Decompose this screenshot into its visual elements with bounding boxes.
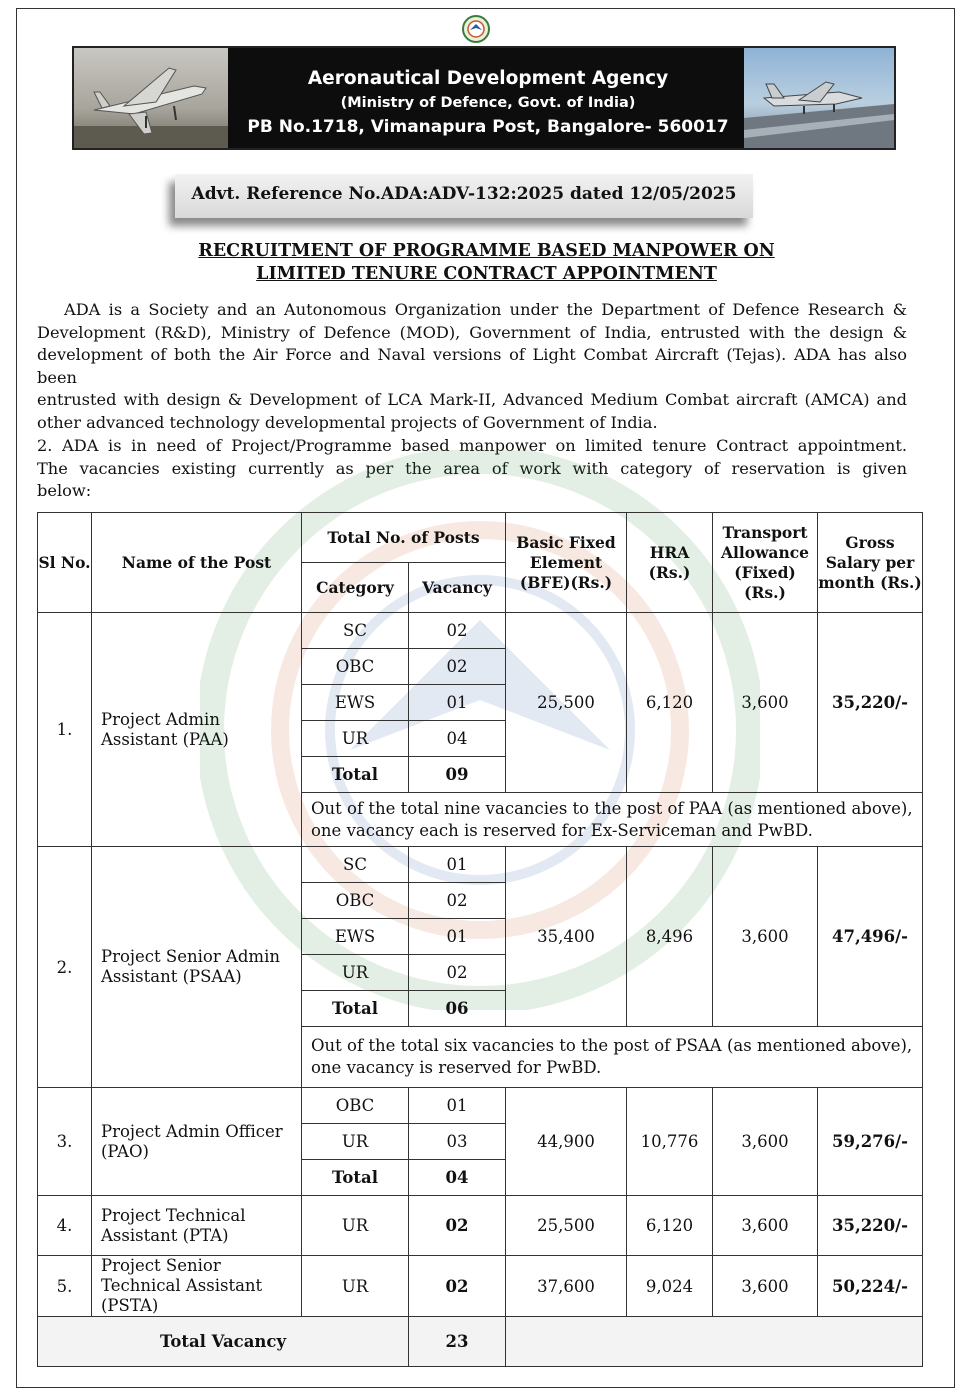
category-cell: OBC — [302, 883, 409, 919]
vacancy-cell: 04 — [409, 721, 506, 757]
bfe-cell: 25,500 — [506, 613, 627, 793]
hra-cell: 9,024 — [627, 1256, 713, 1317]
sl-cell: 4. — [38, 1196, 92, 1256]
ta-cell: 3,600 — [713, 1256, 818, 1317]
para1-line: entrusted with design & Development of LCA Mark-II, Advanced Medium Combat aircraft (AMCA) and — [37, 390, 907, 409]
category-cell: EWS — [302, 685, 409, 721]
col-gross: Gross Salary per month (Rs.) — [818, 513, 923, 613]
category-cell: EWS — [302, 919, 409, 955]
category-cell: UR — [302, 1256, 409, 1317]
table-row — [38, 613, 923, 649]
total-vacancy-blank — [506, 1317, 923, 1367]
col-total-posts: Total No. of Posts — [302, 513, 506, 563]
bfe-cell: 25,500 — [506, 1196, 627, 1256]
jet-photo-right — [744, 48, 894, 148]
para1-line: development of both the Air Force and Naval versions of Light Combat Aircraft (Tejas). ADA has also been — [37, 345, 907, 387]
header-banner — [72, 46, 896, 150]
gross-cell: 47,496/- — [818, 847, 923, 1027]
vacancy-cell: 01 — [409, 1088, 506, 1124]
intro-paragraph — [37, 299, 907, 434]
ta-cell: 3,600 — [713, 613, 818, 793]
category-cell: UR — [302, 1124, 409, 1160]
col-sl-no: Sl No. — [38, 513, 92, 613]
total-value-cell: 06 — [409, 991, 506, 1027]
bfe-cell: 35,400 — [506, 847, 627, 1027]
hra-cell: 8,496 — [627, 847, 713, 1027]
post-name-cell: Project Admin Officer (PAO) — [92, 1088, 302, 1196]
total-value-cell: 04 — [409, 1160, 506, 1196]
gross-cell: 35,220/- — [818, 1196, 923, 1256]
title-line-2: LIMITED TENURE CONTRACT APPOINTMENT — [256, 264, 717, 284]
col-post-name: Name of the Post — [92, 513, 302, 613]
reservation-note: Out of the total six vacancies to the post of PSAA (as mentioned above), one vacancy is reserved for PwBD. — [302, 1027, 923, 1088]
vacancy-cell: 02 — [409, 1196, 506, 1256]
agency-name: Aeronautical Development Agency — [307, 68, 669, 89]
vacancy-cell: 01 — [409, 919, 506, 955]
vacancy-cell: 02 — [409, 955, 506, 991]
advt-reference: Advt. Reference No.ADA:ADV-132:2025 dated 12/05/2025 — [175, 174, 753, 218]
hra-cell: 6,120 — [627, 613, 713, 793]
vacancy-cell: 01 — [409, 685, 506, 721]
gross-cell: 50,224/- — [818, 1256, 923, 1317]
vacancy-cell: 01 — [409, 847, 506, 883]
jet-photo-left — [74, 48, 228, 148]
vacancy-cell: 02 — [409, 613, 506, 649]
table-row — [38, 1088, 923, 1124]
post-name-cell: Project Senior Admin Assistant (PSAA) — [92, 847, 302, 1088]
category-cell: UR — [302, 721, 409, 757]
col-category: Category — [302, 563, 409, 613]
ta-cell: 3,600 — [713, 1196, 818, 1256]
gross-cell: 35,220/- — [818, 613, 923, 793]
para1-line: other advanced technology developmental projects of Government of India. — [37, 412, 658, 432]
ta-cell: 3,600 — [713, 1088, 818, 1196]
sl-cell: 3. — [38, 1088, 92, 1196]
hra-cell: 10,776 — [627, 1088, 713, 1196]
table-row — [38, 1196, 923, 1256]
para1-line: ADA is a Society and an Autonomous Organization under the Department of Defence Research & — [64, 300, 907, 319]
category-cell: UR — [302, 955, 409, 991]
total-vacancy-row — [38, 1317, 923, 1367]
para2-line: 2. ADA is in need of Project/Programme based manpower on limited tenure Contract appointment. — [37, 436, 907, 455]
reservation-note: Out of the total nine vacancies to the post of PAA (as mentioned above), one vacancy each is reserved for Ex-Serviceman and PwBD. — [302, 793, 923, 847]
post-name-cell: Project Technical Assistant (PTA) — [92, 1196, 302, 1256]
total-vacancy-value: 23 — [409, 1317, 506, 1367]
ta-cell: 3,600 — [713, 847, 818, 1027]
para2-line: below: — [37, 481, 92, 500]
hra-cell: 6,120 — [627, 1196, 713, 1256]
vacancy-cell: 02 — [409, 1256, 506, 1317]
gross-cell: 59,276/- — [818, 1088, 923, 1196]
category-cell: UR — [302, 1196, 409, 1256]
sl-cell: 5. — [38, 1256, 92, 1317]
vacancy-cell: 02 — [409, 649, 506, 685]
sl-cell: 1. — [38, 613, 92, 847]
bfe-cell: 37,600 — [506, 1256, 627, 1317]
header-row — [38, 513, 923, 563]
sl-cell: 2. — [38, 847, 92, 1088]
post-name-cell: Project Admin Assistant (PAA) — [92, 613, 302, 847]
bfe-cell: 44,900 — [506, 1088, 627, 1196]
total-value-cell: 09 — [409, 757, 506, 793]
para2-line: The vacancies existing currently as per the area of work with category of reservation is given — [37, 458, 907, 478]
title-line-1: RECRUITMENT OF PROGRAMME BASED MANPOWER ON — [198, 241, 775, 261]
total-label-cell: Total — [302, 991, 409, 1027]
agency-address: PB No.1718, Vimanapura Post, Bangalore- 560017 — [247, 117, 729, 137]
category-cell: OBC — [302, 1088, 409, 1124]
ministry-line: (Ministry of Defence, Govt. of India) — [340, 95, 636, 111]
table-row — [38, 847, 923, 883]
para1-line: Development (R&D), Ministry of Defence (MOD), Government of India, entrusted with the design & — [37, 322, 907, 342]
category-cell: OBC — [302, 649, 409, 685]
table-row — [38, 1256, 923, 1317]
col-bfe: Basic Fixed Element (BFE)(Rs.) — [506, 513, 627, 613]
col-hra: HRA (Rs.) — [627, 513, 713, 613]
banner-text — [232, 48, 744, 148]
col-transport: Transport Allowance (Fixed) (Rs.) — [713, 513, 818, 613]
vacancy-cell: 02 — [409, 883, 506, 919]
category-cell: SC — [302, 847, 409, 883]
post-name-cell: Project Senior Technical Assistant (PSTA) — [92, 1256, 302, 1317]
ada-emblem-icon — [462, 15, 490, 43]
vacancy-cell: 03 — [409, 1124, 506, 1160]
total-vacancy-label: Total Vacancy — [38, 1317, 409, 1367]
total-label-cell: Total — [302, 757, 409, 793]
col-vacancy: Vacancy — [409, 563, 506, 613]
category-cell: SC — [302, 613, 409, 649]
total-label-cell: Total — [302, 1160, 409, 1196]
vacancy-table — [37, 512, 923, 1367]
